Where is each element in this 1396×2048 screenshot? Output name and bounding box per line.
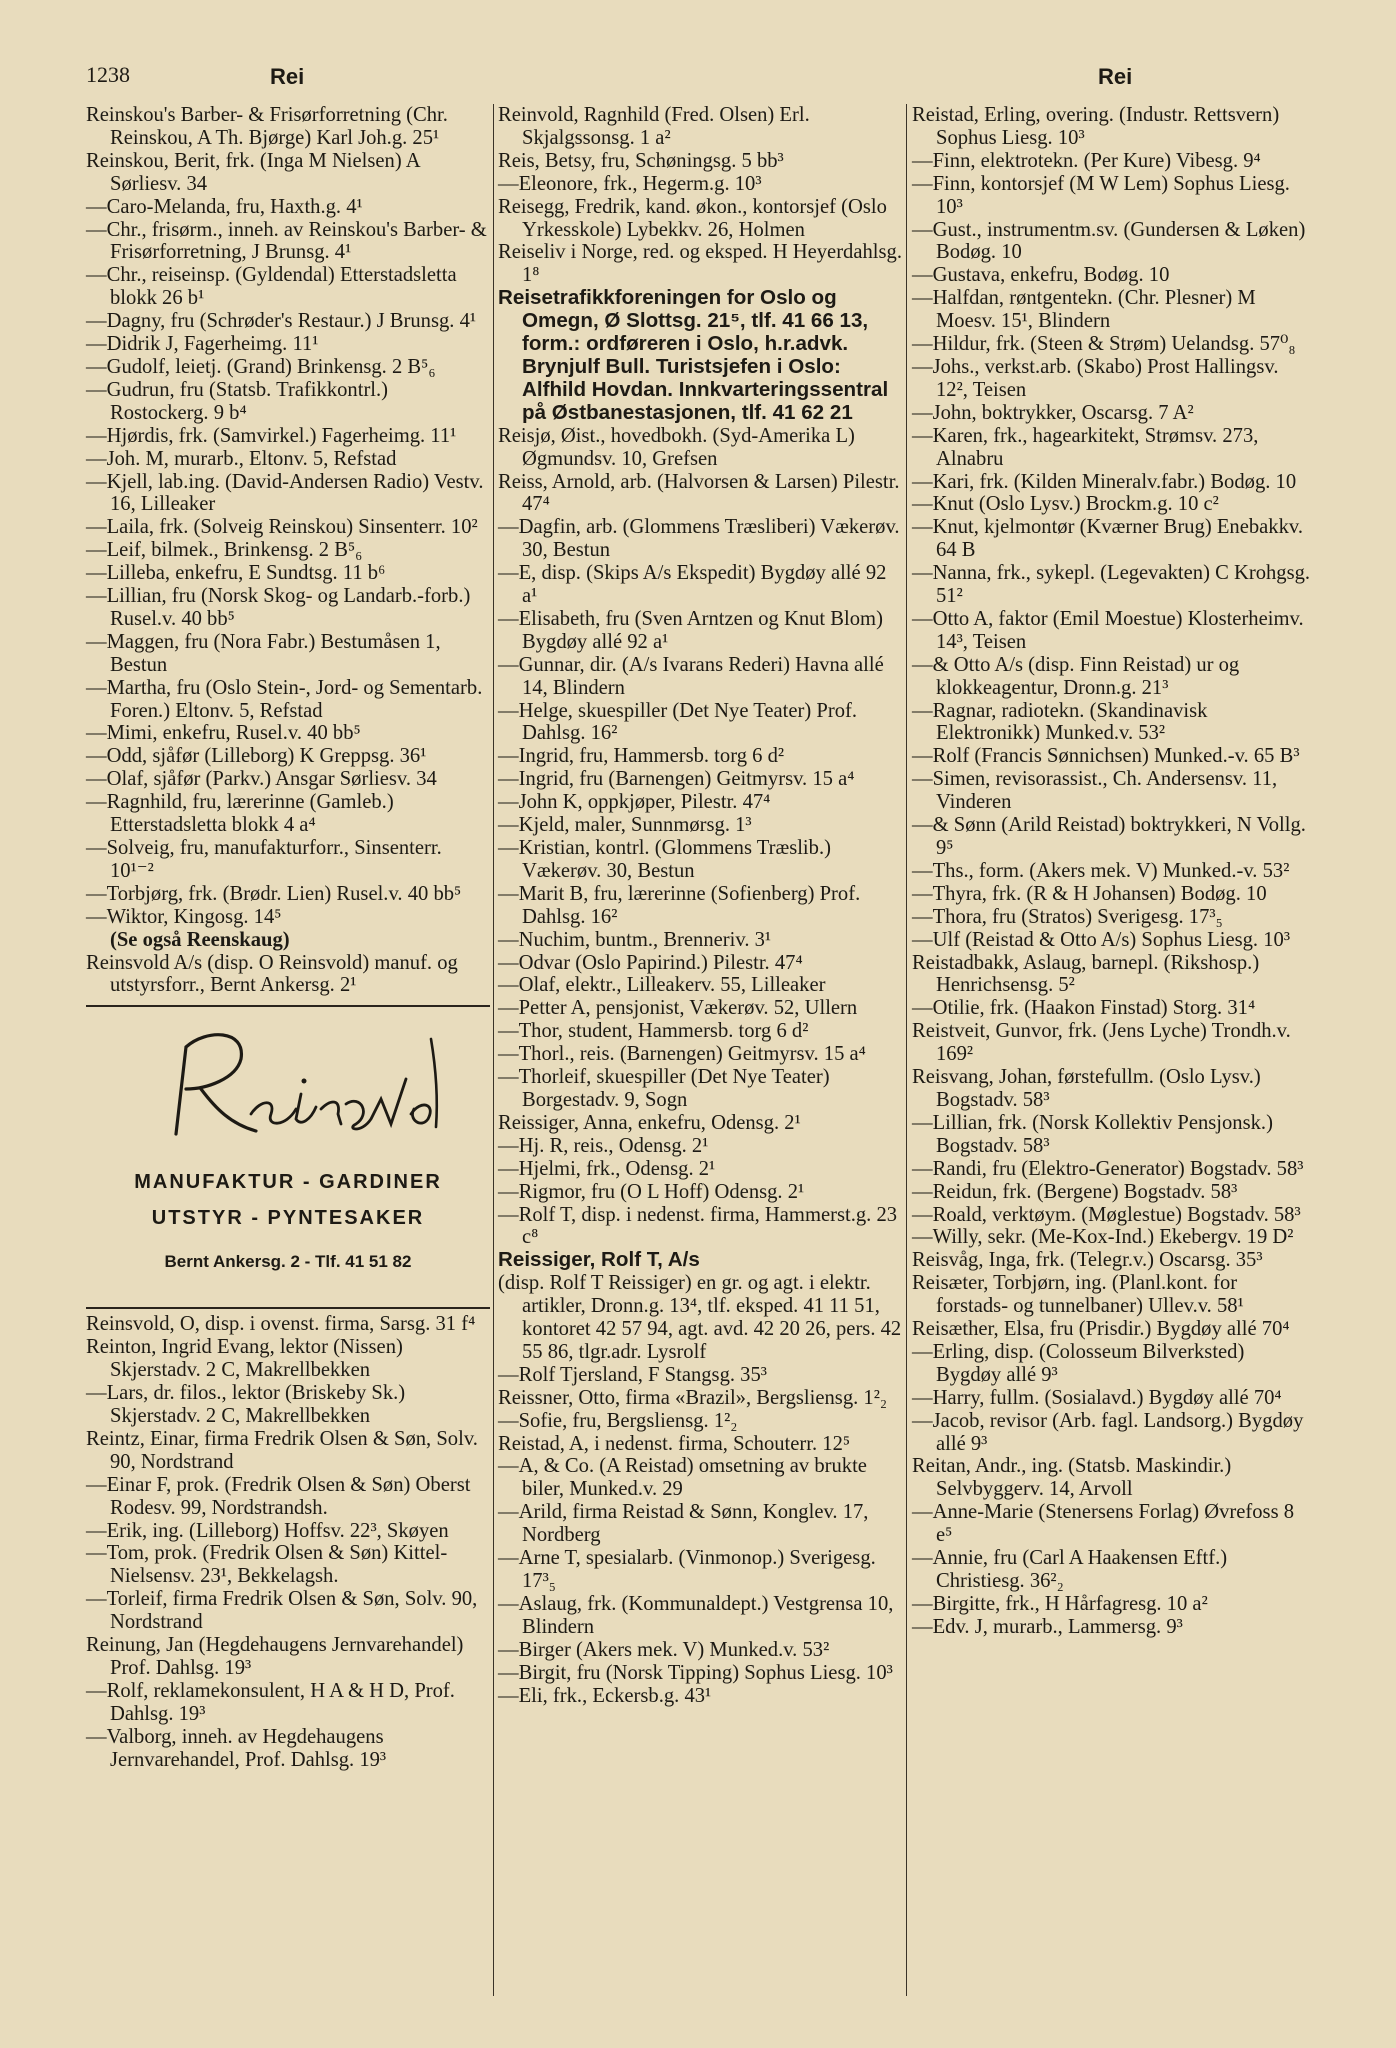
directory-entry: —Hildur, frk. (Steen & Strøm) Uelandsg. 57⁰₈ (912, 333, 1296, 356)
directory-entry: —Chr., reiseinsp. (Gyldendal) Etterstadsletta blokk 26 b¹ (86, 264, 457, 310)
directory-entry-highlighted: Reissiger, Rolf T, A/s (498, 1248, 700, 1272)
directory-entry: Reistveit, Gunvor, frk. (Jens Lyche) Trondh.v. 169² (912, 1020, 1291, 1066)
directory-entry: —Solveig, fru, manufakturforr., Sinsenterr. 10¹⁻² (86, 837, 442, 882)
directory-entry: —Kjeld, maler, Sunnmørsg. 1³ (498, 814, 752, 837)
directory-entry: —& Sønn (Arild Reistad) boktrykkeri, N Vollg. 9⁵ (912, 814, 1306, 859)
directory-entry: —Laila, frk. (Solveig Reinskou) Sinsenterr. 10² (86, 516, 478, 539)
directory-entry: —Lillian, fru (Norsk Skog- og Landarb.-forb.) Rusel.v. 40 bb⁵ (86, 585, 471, 630)
directory-entry: —Hjørdis, frk. (Samvirkel.) Fagerheimg. 11¹ (86, 424, 457, 447)
directory-entry: Reis, Betsy, fru, Schøningsg. 5 bb³ (498, 149, 784, 172)
reinsvold-advert (86, 1011, 490, 1299)
directory-entry: Reissner, Otto, firma «Brazil», Bergsliensg. 1²₂ (498, 1386, 888, 1409)
directory-entry: —Randi, fru (Elektro-Generator) Bogstadv. 58³ (912, 1157, 1304, 1180)
directory-entry: —Jacob, revisor (Arb. fagl. Landsorg.) Bygdøy allé 9³ (912, 1409, 1304, 1455)
directory-entry: —Sofie, fru, Bergsliensg. 1²₂ (498, 1409, 738, 1432)
directory-entry: Reiseliv i Norge, red. og eksped. H Heyerdahlsg. 1⁸ (498, 241, 902, 287)
directory-entry: —Wiktor, Kingosg. 14⁵ (86, 905, 282, 928)
directory-entry: —Ingrid, fru, Hammersb. torg 6 d² (498, 745, 785, 768)
directory-entry: —Caro-Melanda, fru, Haxth.g. 4¹ (86, 195, 363, 218)
directory-entry: —Kjell, lab.ing. (David-Andersen Radio) Vestv. 16, Lilleaker (86, 470, 484, 516)
column-1 (86, 104, 490, 1771)
directory-entry: —Ingrid, fru (Barnengen) Geitmyrsv. 15 a⁴ (498, 768, 855, 791)
directory-entry: —Rolf, reklamekonsulent, H A & H D, Prof. Dahlsg. 19³ (86, 1679, 455, 1725)
directory-entry: —Marit B, fru, lærerinne (Sofienberg) Prof. Dahlsg. 16² (498, 882, 861, 928)
directory-entry: Reinskou, Berit, frk. (Inga M Nielsen) A Sørliesv. 34 (86, 149, 420, 195)
directory-entry: —Nuchim, buntm., Brenneriv. 3¹ (498, 928, 772, 951)
directory-entry: —Torbjørg, frk. (Brødr. Lien) Rusel.v. 40 bb⁵ (86, 882, 462, 905)
directory-entry: —Johs., verkst.arb. (Skabo) Prost Hallingsv. 12², Teisen (912, 355, 1279, 401)
directory-entry: Reinskou's Barber- & Frisørforretning (Chr. Reinskou, A Th. Bjørge) Karl Joh.g. 25¹ (86, 104, 448, 149)
directory-entry: Reinton, Ingrid Evang, lektor (Nissen) Skjerstadv. 2 C, Makrellbekken (86, 1336, 403, 1382)
directory-entry: —Thyra, frk. (R & H Johansen) Bodøg. 10 (912, 882, 1267, 905)
directory-entry: —Valborg, inneh. av Hegdehaugens Jernvarehandel, Prof. Dahlsg. 19³ (86, 1725, 387, 1771)
directory-entry: —Gust., instrumentm.sv. (Gundersen & Løken) Bodøg. 10 (912, 218, 1306, 264)
directory-entry: —Odvar (Oslo Papirind.) Pilestr. 47⁴ (498, 951, 803, 974)
directory-entry: —Helge, skuespiller (Det Nye Teater) Prof. Dahlsg. 16² (498, 699, 858, 745)
directory-entry: —Rigmor, fru (O L Hoff) Odensg. 2¹ (498, 1180, 805, 1203)
directory-entry: —Roald, verktøym. (Møglestue) Bogstadv. 58³ (912, 1203, 1301, 1226)
advert-line-3: Bernt Ankersg. 2 - Tlf. 41 51 82 (164, 1252, 412, 1272)
directory-entry: —Otto A, faktor (Emil Moestue) Klosterheimv. 14³, Teisen (912, 607, 1304, 653)
directory-entry: —Tom, prok. (Fredrik Olsen & Søn) Kittel-Nielsensv. 23¹, Bekkelagsh. (86, 1542, 448, 1588)
directory-entry: —Harry, fullm. (Sosialavd.) Bygdøy allé 70⁴ (912, 1386, 1282, 1409)
directory-entry: Reissiger, Anna, enkefru, Odensg. 2¹ (498, 1111, 801, 1134)
directory-entry: —Finn, elektrotekn. (Per Kure) Vibesg. 9⁴ (912, 149, 1261, 172)
directory-entry: —Thorl., reis. (Barnengen) Geitmyrsv. 15 a⁴ (498, 1043, 866, 1066)
page-number: 1238 (86, 62, 130, 87)
directory-entry: —Joh. M, murarb., Eltonv. 5, Refstad (86, 447, 397, 470)
directory-entry: —Didrik J, Fagerheimg. 11¹ (86, 333, 319, 356)
directory-entry: —Knut (Oslo Lysv.) Brockm.g. 10 c² (912, 493, 1219, 516)
directory-entry: —Karen, frk., hagearkitekt, Strømsv. 273, Alnabru (912, 424, 1259, 470)
directory-entry: —Petter A, pensjonist, Vækerøv. 52, Ullern (498, 997, 858, 1020)
directory-entry: —Thorleif, skuespiller (Det Nye Teater) Borgestadv. 9, Sogn (498, 1066, 830, 1111)
directory-entry: Reisæter, Torbjørn, ing. (Planl.kont. for forstads- og tunnelbaner) Ullev.v. 58¹ (912, 1272, 1244, 1318)
directory-entry: —Eli, frk., Eckersb.g. 43¹ (498, 1684, 712, 1707)
directory-entry: —John, boktrykker, Oscarsg. 7 A² (912, 401, 1194, 424)
directory-entry: —Annie, fru (Carl A Haakensen Eftf.) Christiesg. 36²₂ (912, 1547, 1228, 1592)
reinsvold-logo (146, 1019, 456, 1149)
directory-entry: Reintz, Einar, firma Fredrik Olsen & Søn, Solv. 90, Nordstrand (86, 1427, 478, 1473)
directory-entry: —Anne-Marie (Stenersens Forlag) Øvrefoss 8 e⁵ (912, 1501, 1295, 1547)
directory-entry: —A, & Co. (A Reistad) omsetning av brukte biler, Munked.v. 29 (498, 1455, 867, 1501)
directory-entry: Reisjø, Øist., hovedbokh. (Syd-Amerika L) Øgmundsv. 10, Grefsen (498, 424, 855, 470)
directory-entry: Reisvåg, Inga, frk. (Telegr.v.) Oscarsg. 35³ (912, 1249, 1263, 1272)
directory-entry: —Ragnar, radiotekn. (Skandinavisk Elektronikk) Munked.v. 53² (912, 699, 1208, 745)
directory-entry: —Erling, disp. (Colosseum Bilverksted) Bygdøy allé 9³ (912, 1340, 1245, 1386)
directory-entry: —Finn, kontorsjef (M W Lem) Sophus Liesg. 10³ (912, 172, 1290, 218)
directory-entry: —Arild, firma Reistad & Sønn, Konglev. 17, Nordberg (498, 1501, 869, 1547)
directory-entry: —Reidun, frk. (Bergene) Bogstadv. 58³ (912, 1180, 1238, 1203)
directory-entry: Reisæther, Elsa, fru (Prisdir.) Bygdøy allé 70⁴ (912, 1318, 1290, 1341)
directory-entry: —Rolf T, disp. i nedenst. firma, Hammerst.g. 23 c⁸ (498, 1203, 898, 1249)
directory-entry: —Maggen, fru (Nora Fabr.) Bestumåsen 1, Bestun (86, 630, 441, 676)
directory-entry: —Elisabeth, fru (Sven Arntzen og Knut Blom) Bygdøy allé 92 a¹ (498, 607, 883, 653)
directory-entry: —Dagny, fru (Schrøder's Restaur.) J Brunsg. 4¹ (86, 310, 477, 333)
directory-entry: —Olaf, sjåfør (Parkv.) Ansgar Sørliesv. 34 (86, 768, 437, 791)
running-head-right: Rei (1098, 64, 1133, 89)
column-2 (498, 104, 902, 1707)
running-head-left: Rei (270, 64, 305, 89)
directory-entry: —Birgit, fru (Norsk Tipping) Sophus Liesg. 10³ (498, 1661, 893, 1684)
column-divider-1 (493, 104, 494, 1996)
directory-entry: —& Otto A/s (disp. Finn Reistad) ur og klokkeagentur, Dronn.g. 21³ (912, 653, 1240, 699)
directory-entry: —Lillian, frk. (Norsk Kollektiv Pensjonsk.) Bogstadv. 58³ (912, 1111, 1273, 1157)
directory-entry: —Leif, bilmek., Brinkensg. 2 B⁵₆ (86, 539, 363, 562)
advert-top-rule (86, 1005, 490, 1007)
column-divider-2 (906, 104, 907, 1996)
directory-entry: —Aslaug, frk. (Kommunaldept.) Vestgrensa 10, Blindern (498, 1592, 894, 1638)
directory-entry: —Knut, kjelmontør (Kværner Brug) Enebakkv. 64 B (912, 516, 1304, 562)
directory-entry: —Gudrun, fru (Statsb. Trafikkontrl.) Rostockerg. 9 b⁴ (86, 378, 389, 424)
directory-entry: —Birger (Akers mek. V) Munked.v. 53² (498, 1638, 830, 1661)
directory-entry: —Lilleba, enkefru, E Sundtsg. 11 b⁶ (86, 562, 386, 585)
directory-entry: —Kari, frk. (Kilden Mineralv.fabr.) Bodøg. 10 (912, 470, 1297, 493)
directory-entry: —John K, oppkjøper, Pilestr. 47⁴ (498, 791, 771, 814)
advert-bottom-rule (86, 1307, 490, 1309)
directory-entry: —Nanna, frk., sykepl. (Legevakten) C Krohgsg. 51² (912, 562, 1311, 608)
directory-entry: —Ths., form. (Akers mek. V) Munked.-v. 53² (912, 859, 1290, 882)
directory-entry: —E, disp. (Skips A/s Ekspedit) Bygdøy allé 92 a¹ (498, 562, 887, 608)
directory-entry: —Dagfin, arb. (Glommens Træsliberi) Vækerøv. 30, Bestun (498, 516, 900, 562)
directory-entry: —Mimi, enkefru, Rusel.v. 40 bb⁵ (86, 722, 361, 745)
see-also-note: (Se også Reenskaug) (110, 928, 290, 951)
directory-entry: —Einar F, prok. (Fredrik Olsen & Søn) Oberst Rodesv. 99, Nordstrandsh. (86, 1473, 471, 1519)
directory-entry: Reiss, Arnold, arb. (Halvorsen & Larsen) Pilestr. 47⁴ (498, 470, 900, 516)
directory-entry: Reistadbakk, Aslaug, barnepl. (Rikshosp.) Henrichsensg. 5² (912, 951, 1260, 997)
directory-entry: —Chr., frisørm., inneh. av Reinskou's Barber- & Frisørforretning, J Brunsg. 4¹ (86, 218, 487, 264)
directory-entry: —Ragnhild, fru, lærerinne (Gamleb.) Etterstadsletta blokk 4 a⁴ (86, 791, 394, 837)
directory-entry: —Ulf (Reistad & Otto A/s) Sophus Liesg. 10³ (912, 928, 1290, 951)
directory-entry: —Rolf Tjersland, F Stangsg. 35³ (498, 1363, 767, 1386)
directory-entry: —Otilie, frk. (Haakon Finstad) Storg. 31⁴ (912, 997, 1256, 1020)
directory-entry: Reistad, A, i nedenst. firma, Schouterr. 12⁵ (498, 1432, 851, 1455)
col1-entries-c (86, 1313, 490, 1771)
directory-entry: —Kristian, kontrl. (Glommens Træslib.) Vækerøv. 30, Bestun (498, 837, 831, 882)
directory-entry: (disp. Rolf T Reissiger) en gr. og agt. i elektr. artikler, Dronn.g. 13⁴, tlf. eksped. 41 11 51, kontoret 42 57 94, agt. avd. 42 20 26, pers. 42 55 86, tlgr.adr. Lysrolf (498, 1272, 902, 1363)
directory-entry: —Gudolf, leietj. (Grand) Brinkensg. 2 B⁵₆ (86, 355, 436, 378)
directory-entry: —Hj. R, reis., Odensg. 2¹ (498, 1134, 709, 1157)
directory-entry: —Eleonore, frk., Hegerm.g. 10³ (498, 172, 762, 195)
directory-entry: —Odd, sjåfør (Lilleborg) K Greppsg. 36¹ (86, 745, 427, 768)
directory-entry: Reistad, Erling, overing. (Industr. Rettsvern) Sophus Liesg. 10³ (912, 104, 1280, 149)
directory-entry: Reinsvold A/s (disp. O Reinsvold) manuf. og utstyrsforr., Bernt Ankersg. 2¹ (86, 951, 458, 997)
directory-entry: —Erik, ing. (Lilleborg) Hoffsv. 22³, Skøyen (86, 1519, 449, 1542)
directory-entry: Reinvold, Ragnhild (Fred. Olsen) Erl. Skjalgssonsg. 1 a² (498, 104, 810, 149)
directory-entry: —Birgitte, frk., H Hårfagresg. 10 a² (912, 1592, 1208, 1615)
directory-entry: —Rolf (Francis Sønnichsen) Munked.-v. 65 B³ (912, 745, 1300, 768)
directory-entry-highlighted: Reisetrafikkforeningen for Oslo og Omegn, Ø Slottsg. 21⁵, tlf. 41 66 13, form.: ordføreren i Oslo, h.r.advk. Brynjulf Bull. Turistsjefen i Oslo: Alfhild Hovdan. Innkvarteringssentral på Østbanestasjonen, tlf. 41 62 21 (498, 286, 889, 424)
directory-entry: Reisvang, Johan, førstefullm. (Oslo Lysv.) Bogstadv. 58³ (912, 1066, 1261, 1111)
directory-entry: —Edv. J, murarb., Lammersg. 9³ (912, 1615, 1183, 1638)
directory-entry: Reinung, Jan (Hegdehaugens Jernvarehandel) Prof. Dahlsg. 19³ (86, 1634, 464, 1679)
directory-entry: Reitan, Andr., ing. (Statsb. Maskindir.) Selvbyggerv. 14, Arvoll (912, 1455, 1232, 1501)
col1-entries-a (86, 104, 490, 929)
directory-entry: —Gustava, enkefru, Bodøg. 10 (912, 264, 1170, 287)
directory-entry: Reinsvold, O, disp. i ovenst. firma, Sarsg. 31 f⁴ (86, 1313, 476, 1336)
directory-entry: —Olaf, elektr., Lilleakerv. 55, Lilleaker (498, 974, 826, 997)
directory-entry: —Torleif, firma Fredrik Olsen & Søn, Solv. 90, Nordstrand (86, 1588, 478, 1634)
directory-entry: —Halfdan, røntgentekn. (Chr. Plesner) M Moesv. 15¹, Blindern (912, 287, 1256, 333)
directory-entry: —Gunnar, dir. (A/s Ivarans Rederi) Havna allé 14, Blindern (498, 653, 884, 699)
advert-line-1: MANUFAKTUR - GARDINER (134, 1171, 442, 1194)
directory-entry: —Simen, revisorassist., Ch. Andersensv. 11, Vinderen (912, 768, 1278, 814)
directory-entry: —Martha, fru (Oslo Stein-, Jord- og Sementarb. Foren.) Eltonv. 5, Refstad (86, 676, 483, 722)
directory-entry: —Thora, fru (Stratos) Sverigesg. 17³₅ (912, 905, 1223, 928)
advert-line-2: UTSTYR - PYNTESAKER (151, 1207, 425, 1230)
directory-entry: —Arne T, spesialarb. (Vinmonop.) Sverigesg. 17³₅ (498, 1547, 876, 1592)
directory-entry: —Willy, sekr. (Me-Kox-Ind.) Ekebergv. 19 D² (912, 1226, 1294, 1249)
directory-entry: —Lars, dr. filos., lektor (Briskeby Sk.) Skjerstadv. 2 C, Makrellbekken (86, 1382, 406, 1427)
directory-entry: —Hjelmi, frk., Odensg. 2¹ (498, 1157, 716, 1180)
directory-entry: Reisegg, Fredrik, kand. økon., kontorsjef (Oslo Yrkesskole) Lybekkv. 26, Holmen (498, 195, 887, 241)
column-3 (912, 104, 1312, 1639)
page-header (0, 58, 1396, 98)
directory-entry: —Thor, student, Hammersb. torg 6 d² (498, 1020, 809, 1043)
